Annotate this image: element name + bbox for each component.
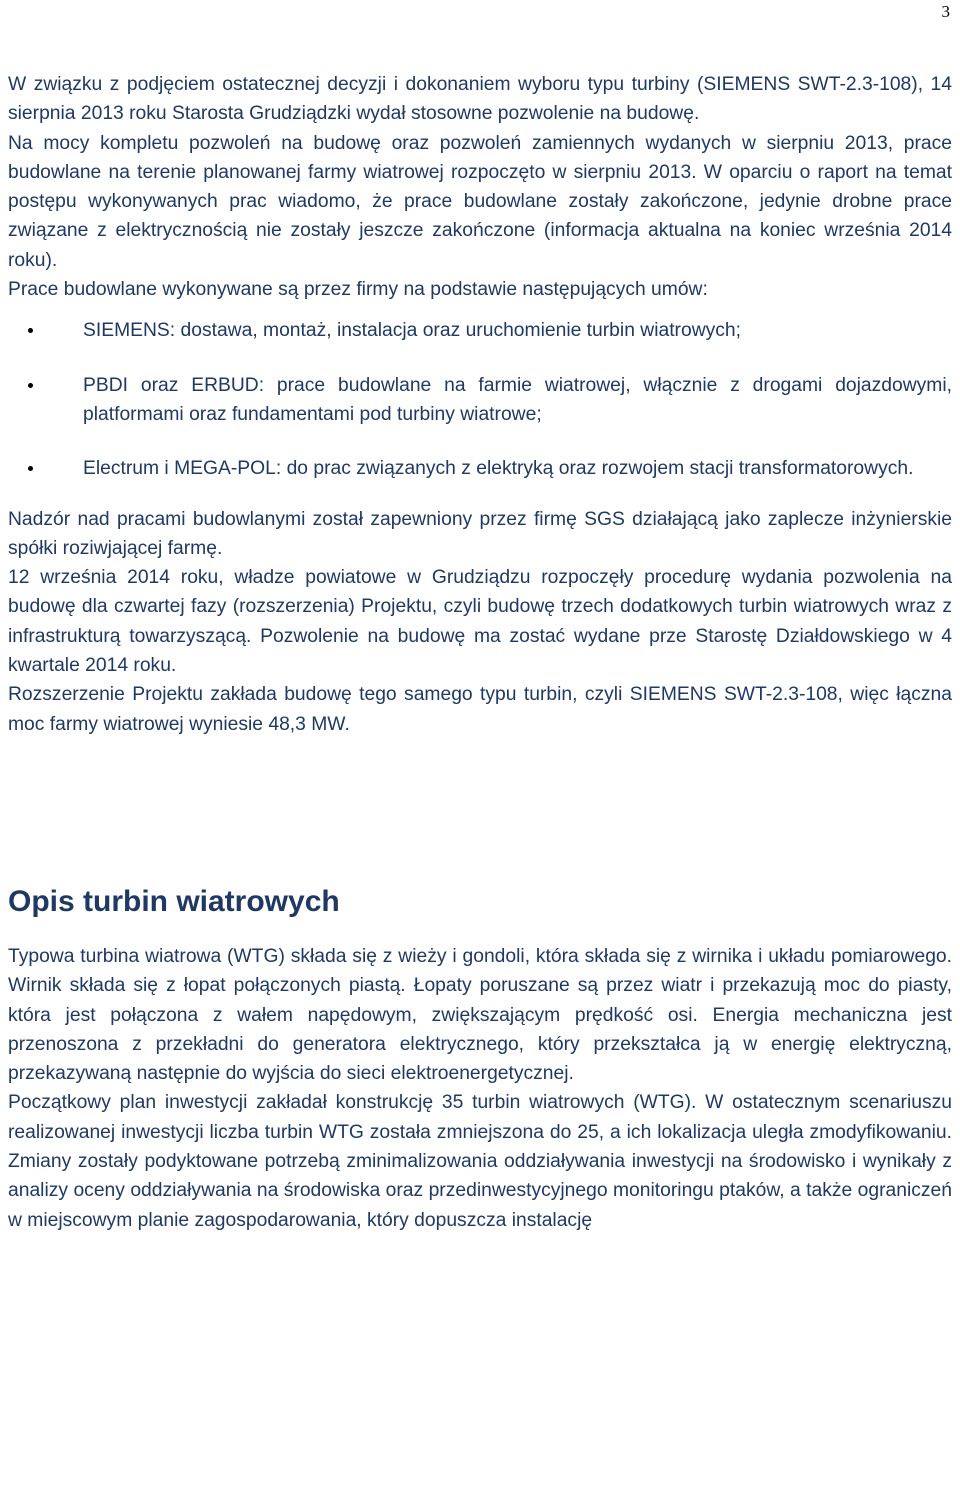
list-item-text: SIEMENS: dostawa, montaż, instalacja oraz uruchomienie turbin wiatrowych; [83,320,741,342]
paragraph-phase-four-permit: 12 września 2014 roku, władze powiatowe w Grudziądzu rozpoczęły procedurę wydania pozwolenia na budowę dla czwartej fazy (rozszerzenia) Projektu, czyli budowę trzech dodatkowych turbin wiatrowych wraz z infrastrukturą towarzyszącą. Pozwolenie na budowę ma zostać wydane prze Starostę Działdowskiego w 4 kwartale 2014 roku. [8,567,952,677]
section-heading: Opis turbin wiatrowych [8,884,340,918]
paragraph-permit-decision: W związku z podjęciem ostatecznej decyzji i dokonaniem wyboru typu turbiny (SIEMENS SWT-2.3-108), 14 sierpnia 2013 roku Starosta Grudziądzki wydał stosowne pozwolenie na budowę. [8,74,952,125]
paragraph-contractors-intro: Prace budowlane wykonywane są przez firmy na podstawie następujących umów: [8,279,708,301]
list-item-text: Electrum i MEGA-POL: do prac związanych z elektryką oraz rozwojem stacji transformatorowych. [83,458,914,480]
document-body [8,70,952,1235]
list-item-text: PBDI oraz ERBUD: prace budowlane na farmie wiatrowej, włącznie z drogami dojazdowymi, platformami oraz fundamentami pod turbiny wiatrowe; [83,374,952,425]
paragraph-turbine-description: Typowa turbina wiatrowa (WTG) składa się z wieży i gondoli, która składa się z wirnika i układu pomiarowego. Wirnik składa się z łopat połączonych piastą. Łopaty poruszane są przez wiatr i przekazują moc do piasty, która jest połączona z wałem napędowym, zwiększającym prędkość osi. Energia mechaniczna jest przenoszona z przekładni do generatora elektrycznego, który przekształca ją w energię elektryczną, przekazywaną następnie do wyjścia do sieci elektroenergetycznej. [8,945,952,1085]
paragraph-project-extension: Rozszerzenie Projektu zakłada budowę tego samego typu turbin, czyli SIEMENS SWT-2.3-108, więc łączna moc farmy wiatrowej wyniesie 48,3 MW. [8,684,952,735]
paragraph-supervision: Nadzór nad pracami budowlanymi został zapewniony przez firmę SGS działającą jako zaplecze inżynierskie spółki roziwjającej farmę. [8,508,952,559]
list-item [8,454,952,483]
bullet-icon [28,383,33,388]
list-item [8,371,952,430]
paragraph-initial-plan: Początkowy plan inwestycji zakładał konstrukcję 35 turbin wiatrowych (WTG). W ostatecznym scenariuszu realizowanej inwestycji liczba turbin WTG została zmniejszona do 25, a ich lokalizacja uległa zmodyfikowaniu. Zmiany zostały podyktowane potrzebą zminimalizowania oddziaływania inwestycji na środowisko i wynikały z analizy oceny oddziaływania na środowiska oraz przedinwestycyjnego monitoringu ptaków, a także ograniczeń w miejscowym planie zagospodarowania, który dopuszcza instalację [8,1092,952,1231]
list-item [8,316,952,345]
bullet-icon [28,328,33,333]
paragraph-construction-progress: Na mocy kompletu pozwoleń na budowę oraz pozwoleń zamiennych wydanych w sierpniu 2013, prace budowlane na terenie planowanej farmy wiatrowej rozpoczęto w sierpniu 2013. W oparciu o raport na temat postępu wykonywanych prac wiadomo, że prace budowlane zostały zakończone, jedynie drobne prace związane z elektrycznością nie zostały jeszcze zakończone (informacja aktualna na koniec września 2014 roku). [8,132,952,271]
contractors-list [8,316,952,483]
bullet-icon [28,466,33,471]
page-number: 3 [941,2,950,21]
